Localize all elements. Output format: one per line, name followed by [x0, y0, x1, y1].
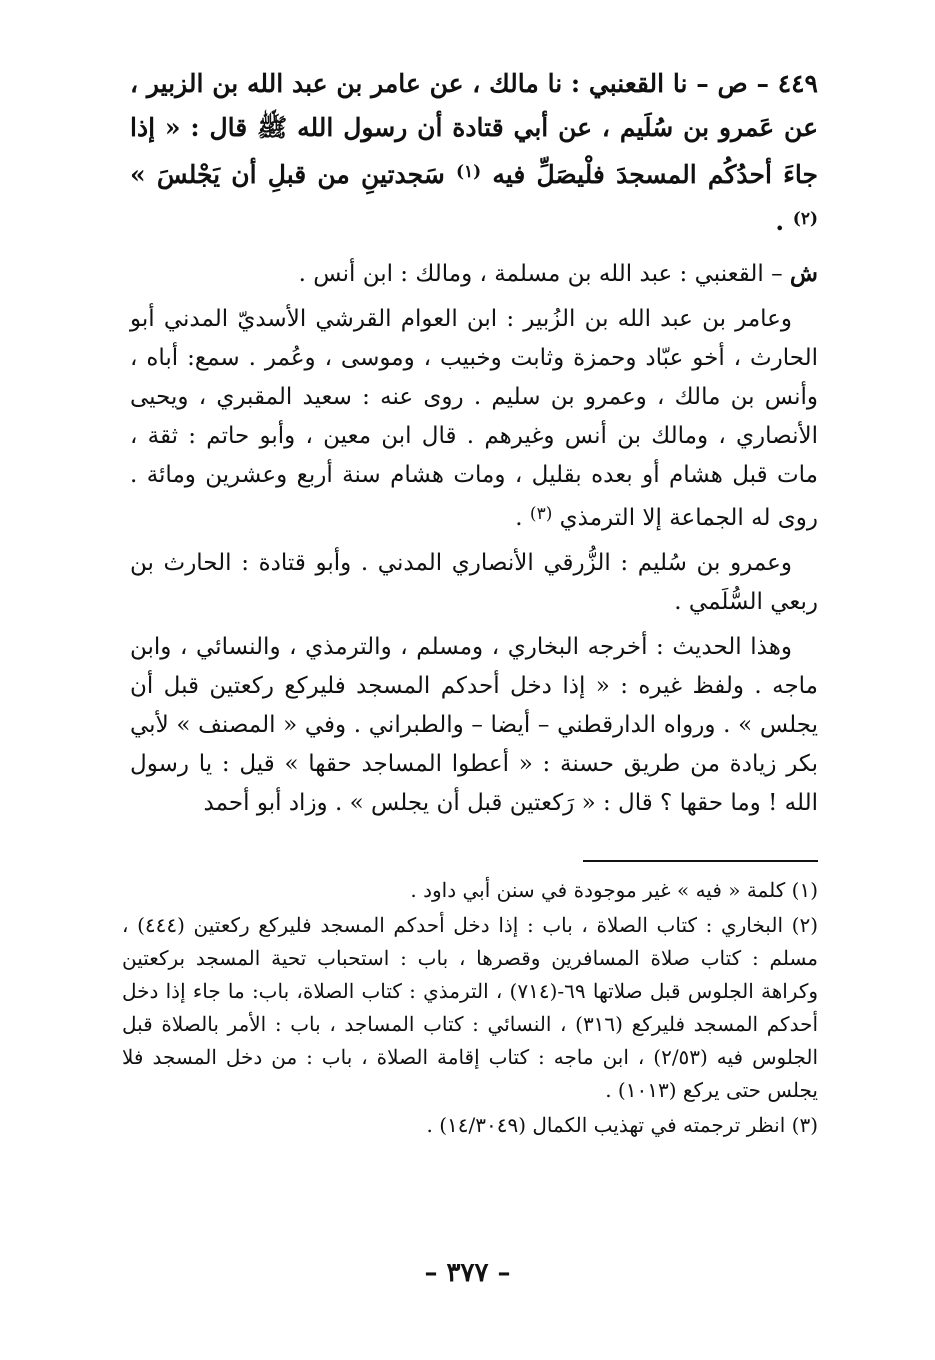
hadith-text	[130, 62, 818, 244]
commentary-para-3: وعمرو بن سُليم : الزُّرقي الأنصاري المدني . وأبو قتادة : الحارث بن ربعي السُّلَمي .	[130, 550, 818, 615]
sharh-marker: ش	[789, 260, 818, 287]
footnote-ref-3: (٣)	[529, 504, 553, 524]
commentary-para-2-text: وعامر بن عبد الله بن الزُبير : ابن العوام القرشي الأسديّ المدني أبو الحارث ، أخو عبّاد وحمزة وثابت وخبيب ، وموسى ، وعُمر . سمع: أباه ، وأنس بن مالك ، وعمرو بن سليم . روى عنه : سعيد المقبري ، ويحيى الأنصاري ، ومالك بن أنس وغيرهم . قال ابن معين ، وأبو حاتم : ثقة ، مات قبل هشام أو بعده بقليل ، ومات هشام سنة أربع وعشرين ومائة . روى له الجماعة إلا الترمذي	[130, 306, 818, 531]
commentary-para-1-text: – القعنبي : عبد الله بن مسلمة ، ومالك : ابن أنس .	[298, 261, 783, 287]
footnote-2-number: (٢)	[791, 913, 818, 937]
footnote-3	[122, 1109, 818, 1142]
hadith-end: .	[775, 207, 785, 236]
footnote-1	[122, 874, 818, 907]
footnote-separator	[583, 860, 818, 862]
hadith-body: ٤٤٩ – ص – نا القعنبي : نا مالك ، عن عامر بن عبد الله بن الزبير ، عن عَمرو بن سُلَيم ، عن أبي قتادة أن رسول الله ﷺ قال : « إذا جاءَ أحدُكُم المسجدَ فلْيصَلِّ فيه	[130, 69, 818, 189]
footnote-2-text: البخاري : كتاب الصلاة ، باب : إذا دخل أحدكم المسجد فليركع ركعتين (٤٤٤) ، مسلم : كتاب صلاة المسافرين وقصرها ، باب : استحباب تحية المسجد بركعتين وكراهة الجلوس قبل صلاتها ٦٩-(٧١٤) ، الترمذي : كتاب الصلاة، باب: ما جاء إذا دخل أحدكم المسجد فليركع (٣١٦) ، النسائي : كتاب المساجد ، باب : الأمر بالصلاة قبل الجلوس فيه (٢/٥٣) ، ابن ماجه : كتاب إقامة الصلاة ، باب : من دخل المسجد فلا يجلس حتى يركع (١٠١٣) .	[122, 913, 819, 1102]
footnotes	[122, 874, 818, 1144]
commentary-para-4: وهذا الحديث : أخرجه البخاري ، ومسلم ، والترمذي ، والنسائي ، وابن ماجه . ولفظ غيره : « إذا دخل أحدكم المسجد فليركع ركعتين قبل أن يجلس » . ورواه الدارقطني – أيضا – والطبراني . وفي « المصنف » لأبي بكر زيادة من طريق حسنة : « أعطوا المساجد حقها » قيل : يا رسول الله ! وما حقها ؟ قال : « رَكعتين قبل أن يجلس » . وزاد أبو أحمد	[130, 634, 818, 816]
footnote-ref-2: (٢)	[792, 209, 818, 229]
footnote-ref-1: (١)	[455, 162, 482, 182]
hadith-body-2: سَجدتينِ من قبلِ أن يَجْلسَ »	[130, 160, 445, 189]
footnote-3-text: انظر ترجمته في تهذيب الكمال (١٤/٣٠٤٩) .	[426, 1113, 786, 1137]
main-text	[130, 62, 818, 829]
footnote-2	[122, 909, 818, 1107]
commentary-para-2-end: .	[515, 505, 523, 531]
footnote-1-text: كلمة « فيه » غير موجودة في سنن أبي داود .	[410, 878, 786, 902]
footnote-1-number: (١)	[791, 878, 818, 902]
footnote-3-number: (٣)	[791, 1113, 818, 1137]
page-number: – ٣٧٧ –	[424, 1258, 511, 1288]
commentary-para-1	[130, 254, 818, 294]
commentary-para-2	[130, 300, 818, 538]
